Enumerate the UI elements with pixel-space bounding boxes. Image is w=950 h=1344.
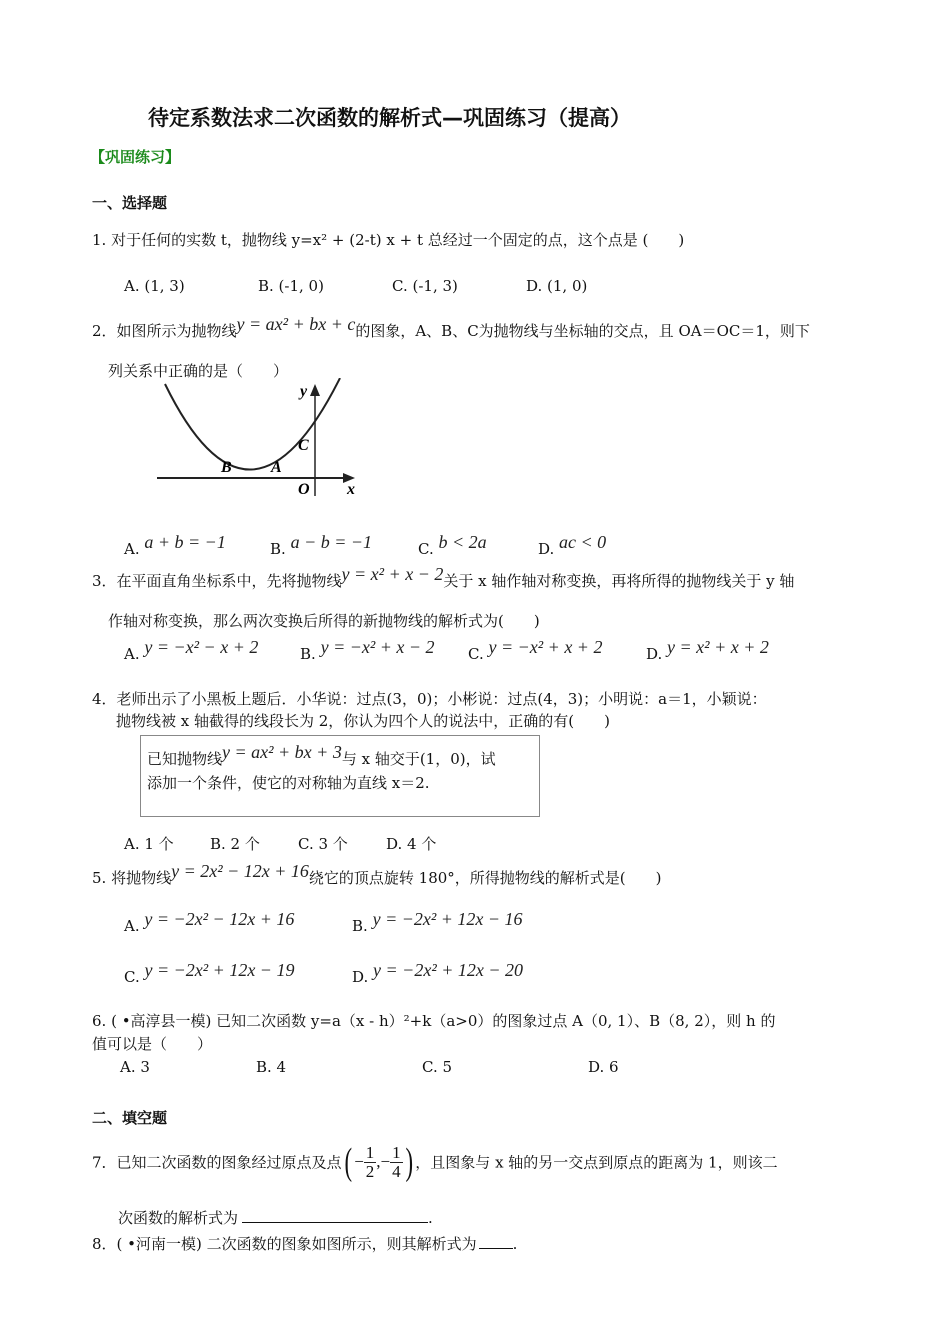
q4-option-c: C. 3 个 <box>298 835 348 853</box>
q1-option-c: C. (-1, 3) <box>392 277 458 295</box>
q5-formula: y = 2x² − 12x + 16 <box>171 861 309 881</box>
q7-line2-end: . <box>428 1209 433 1227</box>
q7-frac1-num: 1 <box>365 1142 375 1162</box>
q7-minus-1: − <box>354 1152 364 1171</box>
box-pre: 已知抛物线 <box>147 750 223 768</box>
question-6-line1: 6. ( •高淳县一模) 已知二次函数 y=a（x - h）²+k（a>0）的图象过点 A（0, 1）、B（8, 2），则 h 的 <box>92 1012 776 1030</box>
q2-option-d <box>538 532 607 559</box>
box-post: 与 x 轴交于(1，0)，试 <box>341 750 496 768</box>
q5-option-a <box>124 909 295 936</box>
q6-option-b: B. 4 <box>256 1058 287 1076</box>
q5-d-label: D. <box>352 968 369 986</box>
q5-pre: 5. 将抛物线 <box>92 869 172 887</box>
q3-a-formula: y = −x² − x + 2 <box>144 637 259 657</box>
question-6-line2: 值可以是（ ） <box>92 1035 213 1053</box>
box-formula: y = ax² + bx + 3 <box>222 742 342 762</box>
q7-frac1-den: 2 <box>365 1161 375 1181</box>
q4-option-d: D. 4 个 <box>386 835 437 853</box>
q4-option-a: A. 1 个 <box>124 835 174 853</box>
q2-a-label: A. <box>124 540 140 558</box>
box-line2: 添加一个条件，使它的对称轴为直线 x＝2. <box>147 774 430 792</box>
q3-c-formula: y = −x² + x + 2 <box>488 637 603 657</box>
q2-formula: y = ax² + bx + c <box>236 314 356 334</box>
q5-option-c <box>124 960 295 987</box>
q2-c-label: C. <box>418 540 434 558</box>
q3-option-d <box>646 637 769 664</box>
q3-option-b <box>300 637 435 664</box>
q7-paren-right: ) <box>405 1141 413 1183</box>
q2-a-formula: a + b = −1 <box>144 532 226 552</box>
q1-option-a: A. (1, 3) <box>124 277 185 295</box>
q7-paren-left: ( <box>344 1141 352 1183</box>
q2-b-label: B. <box>270 540 286 558</box>
q3-a-label: A. <box>124 645 140 663</box>
q3-option-a <box>124 637 259 664</box>
q3-c-label: C. <box>468 645 484 663</box>
q7-comma-minus: ,− <box>376 1152 391 1171</box>
question-4-line1: 4．老师出示了小黑板上题后．小华说：过点(3，0)；小彬说：过点(4，3)；小明说：a＝1，小颖说： <box>92 690 767 708</box>
section-heading-choice: 一、选择题 <box>92 194 168 212</box>
question-2-stem <box>92 314 810 341</box>
q5-c-label: C. <box>124 968 140 986</box>
q7-line2-text: 次函数的解析式为 <box>118 1209 239 1227</box>
q3-b-formula: y = −x² + x − 2 <box>320 637 435 657</box>
q5-option-d <box>352 960 523 987</box>
q3-d-label: D. <box>646 645 663 663</box>
q2-option-c <box>418 532 487 559</box>
question-5-stem <box>92 861 662 888</box>
q7-fraction-2 <box>390 1144 403 1181</box>
q7-answer-blank[interactable] <box>242 1208 428 1223</box>
fig-label-o: O <box>298 481 310 498</box>
q2-option-a <box>124 532 226 559</box>
q2-line2: 列关系中正确的是（ ） <box>108 362 289 380</box>
q7-frac2-num: 1 <box>392 1142 401 1162</box>
q8-text: 8．( •河南一模) 二次函数的图象如图所示，则其解析式为 <box>92 1235 477 1253</box>
q2-d-formula: ac < 0 <box>559 532 607 552</box>
q8-end: . <box>512 1235 518 1253</box>
q7-fraction-1 <box>364 1144 377 1181</box>
q2-d-label: D. <box>538 540 555 558</box>
q3-pre: 3．在平面直角坐标系中，先将抛物线 <box>92 572 342 590</box>
q3-option-c <box>468 637 603 664</box>
fig-label-b: B <box>221 459 232 476</box>
q5-post: 绕它的顶点旋转 180°，所得抛物线的解析式是( ) <box>308 869 662 887</box>
q7-line2 <box>118 1207 433 1228</box>
q5-b-label: B. <box>352 917 368 935</box>
blackboard-problem-box <box>140 735 540 817</box>
q8-answer-blank[interactable] <box>479 1234 513 1249</box>
q6-option-d: D. 6 <box>588 1058 619 1076</box>
q3-b-label: B. <box>300 645 316 663</box>
y-axis-arrow <box>310 384 320 396</box>
q6-option-c: C. 5 <box>422 1058 453 1076</box>
q2-c-formula: b < 2a <box>438 532 487 552</box>
q1-option-d: D. (1, 0) <box>526 277 588 295</box>
q2-parabola-figure <box>155 378 365 498</box>
fig-label-x: x <box>347 481 355 498</box>
q3-d-formula: y = x² + x + 2 <box>667 637 769 657</box>
box-line1 <box>147 742 496 769</box>
q5-option-b <box>352 909 523 936</box>
q5-a-label: A. <box>124 917 140 935</box>
question-8 <box>92 1233 517 1254</box>
q5-c-formula: y = −2x² + 12x − 19 <box>144 960 295 980</box>
section-tag: 【巩固练习】 <box>90 148 181 166</box>
q3-line2: 作轴对称变换，那么两次变换后所得的新抛物线的解析式为( ) <box>108 612 540 630</box>
q2-b-formula: a − b = −1 <box>290 532 373 552</box>
q7-pre: 7．已知二次函数的图象经过原点及点 <box>92 1153 342 1172</box>
q2-post: 的图象，A、B、C为抛物线与坐标轴的交点，且 OA＝OC＝1，则下 <box>355 322 810 340</box>
q7-post: ，且图象与 x 轴的另一交点到原点的距离为 1，则该二 <box>415 1153 778 1172</box>
page-title: 待定系数法求二次函数的解析式—巩固练习（提高） <box>148 106 631 130</box>
section-heading-fill: 二、填空题 <box>92 1109 168 1127</box>
q5-a-formula: y = −2x² − 12x + 16 <box>144 909 295 929</box>
question-1-stem: 1. 对于任何的实数 t，抛物线 y=x² + (2-t) x + t 总经过一个固定的点，这个点是 ( ) <box>92 231 685 249</box>
q7-frac2-den: 4 <box>392 1161 401 1181</box>
question-4-line2: 抛物线被 x 轴截得的线段长为 2，你认为四个人的说法中，正确的有( ) <box>116 712 611 730</box>
q5-b-formula: y = −2x² + 12x − 16 <box>372 909 523 929</box>
q5-d-formula: y = −2x² + 12x − 20 <box>373 960 523 980</box>
q2-option-b <box>270 532 373 559</box>
fig-label-c: C <box>298 437 309 454</box>
fig-label-y: y <box>300 383 308 400</box>
fig-label-a: A <box>271 459 282 476</box>
q3-formula: y = x² + x − 2 <box>341 564 444 584</box>
question-3-stem <box>92 564 795 591</box>
q3-post: 关于 x 轴作轴对称变换，再将所得的抛物线关于 y 轴 <box>443 572 795 590</box>
q2-pre: 2．如图所示为抛物线 <box>92 322 237 340</box>
q4-option-b: B. 2 个 <box>210 835 260 853</box>
q1-option-b: B. (-1, 0) <box>258 277 324 295</box>
q6-option-a: A. 3 <box>120 1058 150 1076</box>
question-7-stem <box>92 1140 778 1183</box>
